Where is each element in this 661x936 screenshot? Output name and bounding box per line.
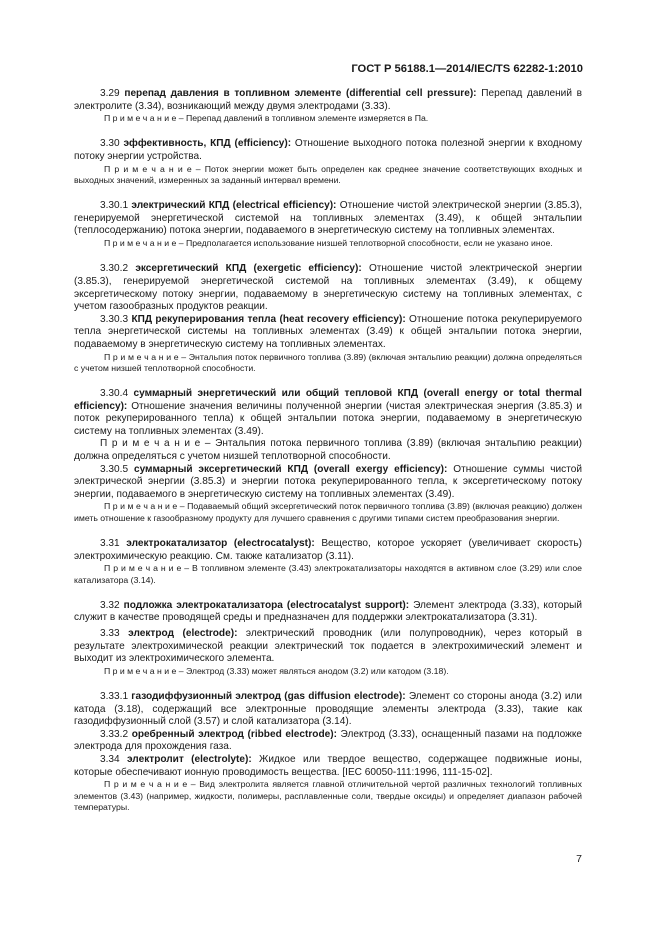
entry-definition <box>74 388 582 438</box>
entry-note <box>74 164 582 187</box>
entry-3-33-1 <box>74 691 582 729</box>
entry-number: 3.33.1 <box>100 691 129 703</box>
entry-text: Электрод (3.33), оснащенный пазами на подложке электрода для прохождения газа. <box>74 728 582 753</box>
entry-number: 3.31 <box>100 538 120 550</box>
entry-text: Отношение суммы чистой электрической энергии (3.85.3) и энергии потока рекуперированного тепла, к эксергетическому потоку энергии, подаваемого в энергетическую систему на топливных элементах (3.49). <box>74 463 582 500</box>
note-text: – В топливном элементе (3.43) электрокатализаторы находятся в активном слое (3.29) или слое катализатора (3.14). <box>74 563 582 585</box>
page-header-standard: ГОСТ Р 56188.1—2014/IEC/TS 62282-1:2010 <box>351 63 583 75</box>
entry-term: перепад давления в топливном элементе (differential cell pressure): <box>124 88 477 99</box>
note-text: – Подаваемый общий эксергетический поток первичного топлива (3.89) (включая реакцию) должен иметь отношение к газообразному продукту для лучшего сравнения с другими типами систем преобразования энергии. <box>74 501 583 523</box>
note-label: П р и м е ч а н и е <box>104 238 177 249</box>
note-label: П р и м е ч а н и е <box>104 563 182 574</box>
entry-3-30-5 <box>74 464 582 524</box>
page-content <box>74 88 582 822</box>
entry-text: электрический проводник (или полупроводник), через который в результате электрохимической реакции электрический ток подается в электрохимический элемент и выходит из электрохимического элемента. <box>74 628 582 665</box>
entry-term: суммарный энергетический или общий тепловой КПД (overall energy or total thermal efficiency): <box>74 388 582 412</box>
entry-text: Отношение потока рекуперируемого тепла энергетической системы на топливных элементах (3.49) к общей энтальпии потока энергии, подаваемому в энергетическую систему на топливных элементах. <box>74 313 582 350</box>
entry-text: Элемент электрода (3.33), который служит в качестве проводящей среды и предназначен для поддержки электрокатализатора (3.31). <box>74 599 582 624</box>
entry-definition <box>74 138 582 163</box>
entry-note <box>74 438 582 463</box>
entry-3-30 <box>74 138 582 186</box>
entry-term: электрокатализатор (electrocatalyst): <box>126 538 315 550</box>
entry-3-29 <box>74 88 582 124</box>
entry-number: 3.34 <box>100 754 120 766</box>
entry-term: оребренный электрод (ribbed electrode): <box>131 728 337 740</box>
entry-definition <box>74 729 582 754</box>
entry-note <box>74 113 582 124</box>
entry-term: газодиффузионный электрод (gas diffusion electrode): <box>131 691 406 703</box>
entry-definition <box>74 263 582 313</box>
entry-text: Вещество, которое ускоряет (увеличивает скорость) электрохимическую реакцию. См. также катализатор (3.11). <box>74 538 582 562</box>
entry-text: Отношение чистой электрической энергии (3.85.3), генерируемой энергетической системой на топливных элементах (3.49), к общей энтальпии (теплосодержанию) потока энергии, подаваемого в энергетическую систему на топливных элементах. <box>74 200 582 237</box>
entry-number: 3.33.2 <box>100 728 129 740</box>
entry-text: Отношение значения величины полученной энергии (чистая электрическая энергия (3.85.3) и поток рекуперированного тепла) к общей энтальпии потока энергии, подаваемому в энергетическую систему на топливных элементах (3.49). <box>74 400 582 437</box>
entry-number: 3.30.4 <box>100 388 129 400</box>
entry-term: электрод (electrode): <box>128 628 238 639</box>
entry-note <box>74 666 582 677</box>
entry-term: эксергетический КПД (exergetic efficiency): <box>135 263 362 275</box>
entry-text: Жидкое или твердое вещество, содержащее подвижные ионы, которые обеспечивают ионную проводимость вещества. [IEC 60050-111:1996, 111-15-02]. <box>74 754 583 778</box>
entry-3-30-4 <box>74 388 582 464</box>
entry-note <box>74 352 582 375</box>
note-label: П р и м е ч а н и е <box>104 351 179 362</box>
entry-number: 3.29 <box>100 88 120 99</box>
entry-3-33 <box>74 628 582 677</box>
entry-number: 3.30.1 <box>100 200 129 212</box>
entry-term: КПД рекуперирования тепла (heat recovery efficiency): <box>131 313 406 325</box>
entry-note <box>74 779 582 813</box>
page-number: 7 <box>576 853 582 865</box>
entry-number: 3.30.3 <box>100 313 129 325</box>
note-text: – Предполагается использование низшей теплотворной способности, если не указано иное. <box>176 238 553 249</box>
entry-term: эффективность, КПД (efficiency): <box>123 138 292 150</box>
note-text: – Энтальпия потока первичного топлива (3.89) (включая энтальпию реакции) должна определяться с учетом низшей теплотворной способности. <box>74 438 582 463</box>
entry-term: электролит (electrolyte): <box>126 754 252 766</box>
entry-definition <box>74 314 582 352</box>
note-label: П р и м е ч а н и е <box>104 665 177 676</box>
entry-number: 3.30.2 <box>100 263 129 275</box>
entry-text: Перепад давлений в электролите (3.34), возникающий между двумя электродами (3.33). <box>74 88 582 112</box>
entry-term: суммарный эксергетический КПД (overall exergy efficiency): <box>133 463 448 475</box>
entry-3-33-2 <box>74 729 582 754</box>
entry-definition <box>74 200 582 238</box>
entry-note <box>74 238 582 249</box>
entry-term: подложка электрокатализатора (electrocatalyst support): <box>123 599 410 611</box>
entry-note <box>74 563 582 586</box>
entry-note <box>74 501 582 524</box>
entry-3-31 <box>74 538 582 586</box>
note-label: П р и м е ч а н и е <box>104 779 188 790</box>
note-text: – Электрод (3.33) может являться анодом (3.2) или катодом (3.18). <box>176 665 449 676</box>
note-label: П р и м е ч а н и е <box>100 438 201 450</box>
note-text: – Вид электролита является главной отличительной чертой различных технологий топливных элементов (3.43) (например, жидкости, полимеры, расплавленные соли, твердые оксиды) и определяет диапазон рабочей температуры. <box>74 779 582 812</box>
entry-number: 3.30 <box>100 138 120 150</box>
note-label: П р и м е ч а н и е <box>104 163 192 174</box>
entry-definition <box>74 754 582 779</box>
entry-number: 3.32 <box>100 599 120 611</box>
entry-number: 3.33 <box>100 628 120 639</box>
entry-definition <box>74 538 582 563</box>
entry-term: электрический КПД (electrical efficiency): <box>131 200 337 212</box>
entry-definition <box>74 88 582 113</box>
entry-definition <box>74 691 582 729</box>
entry-3-32 <box>74 600 582 625</box>
note-text: – Энтальпия поток первичного топлива (3.89) (включая энтальпию реакции) должна определяться с учетом низшей теплотворной способности. <box>74 351 583 373</box>
entry-number: 3.30.5 <box>100 463 129 475</box>
entry-text: Отношение чистой электрической энергии (3.85.3), генерируемой энергетической системой на топливных элементах (3.49), к общему эксергетическому потоку энергии, подаваемому в энергетическую систему на топливных элементах, с учетом газообразных продуктов реакции. <box>74 263 582 313</box>
entry-3-34 <box>74 754 582 813</box>
note-label: П р и м е ч а н и е <box>104 113 177 124</box>
entry-text: Отношение выходного потока полезной энергии к входному потоку энергии устройства. <box>74 138 582 163</box>
note-text: – Перепад давлений в топливном элементе измеряется в Па. <box>176 113 429 124</box>
note-text: – Поток энергии может быть определен как среднее значение соответствующих входных и выходных значений, измеренных за заданный интервал времени. <box>74 163 582 185</box>
entry-3-30-2 <box>74 263 582 313</box>
entry-definition <box>74 600 582 625</box>
entry-3-30-3 <box>74 314 582 374</box>
entry-text: Элемент со стороны анода (3.2) или катода (3.18), содержащий все электронные проводящие элементы электрода (3.33), такие как газодиффузионный слой (3.57) и слой катализатора (3.14). <box>74 691 582 728</box>
note-label: П р и м е ч а н и е <box>104 501 178 512</box>
entry-definition <box>74 628 582 666</box>
entry-definition <box>74 464 582 502</box>
entry-3-30-1 <box>74 200 582 249</box>
